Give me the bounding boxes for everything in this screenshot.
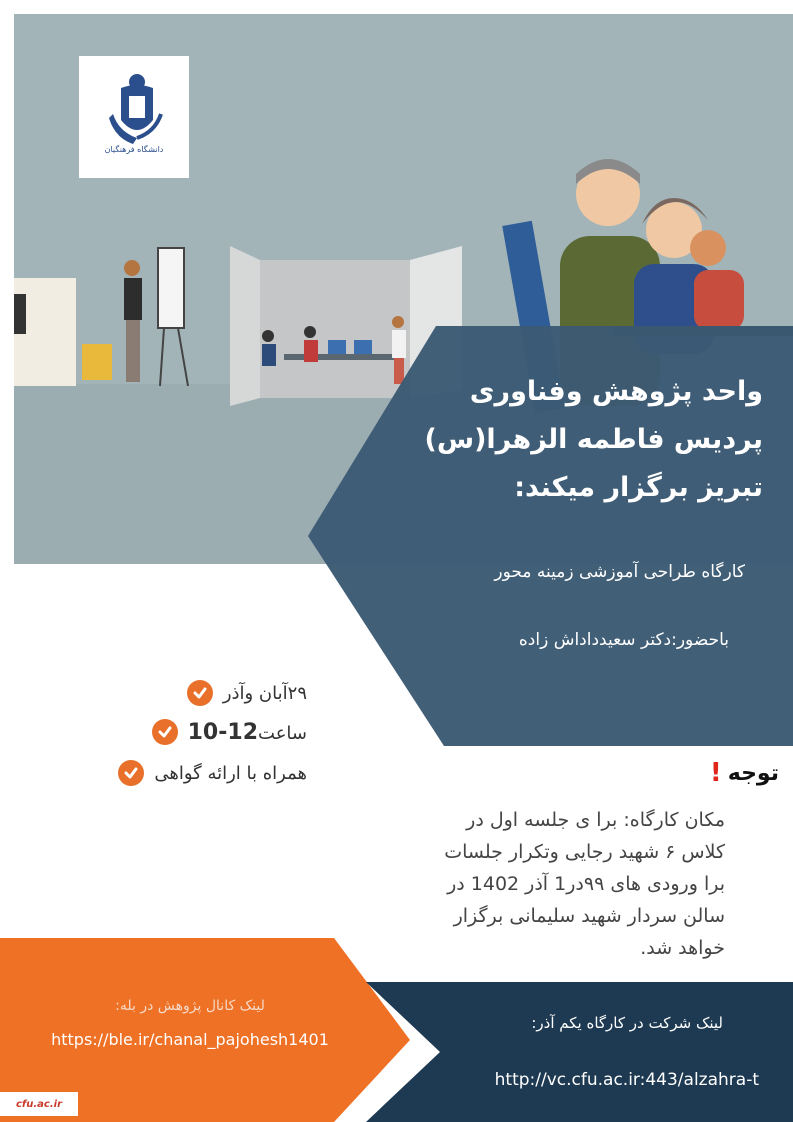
notice-line: سالن سردار شهید سلیمانی برگزار [453, 905, 725, 927]
header-line-2: پردیس فاطمه الزهرا(س) [424, 424, 763, 455]
join-label: لینک شرکت در کارگاه یکم آذر: [531, 1014, 723, 1032]
presenter-name: باحضور:دکتر سعیدداداش زاده [518, 630, 729, 650]
check-circle-icon [187, 680, 213, 706]
highlight-certificate-text: همراه با ارائه گواهی [154, 762, 307, 784]
cfu-badge [0, 1092, 78, 1116]
header-title [343, 368, 763, 512]
notice-title [710, 758, 779, 788]
header-line-1: واحد پژوهش وفناوری [469, 376, 763, 407]
join-link[interactable]: http://vc.cfu.ac.ir:443/alzahra-t [494, 1070, 759, 1090]
workshop-title: کارگاه طراحی آموزشی زمینه محور [494, 562, 745, 582]
notice-line: کلاس ۶ شهید رجایی وتکرار جلسات [444, 841, 725, 863]
highlight-date-text: ۲۹آبان وآذر [222, 682, 307, 704]
highlight-time-label: ساعت [258, 722, 307, 744]
canal-label: لینک کانال پژوهش در بله: [115, 998, 265, 1014]
highlight-time [7, 717, 307, 747]
logo-caption: دانشگاه فرهنگیان [104, 145, 164, 154]
highlight-time-text [188, 720, 307, 745]
notice-line: برا ورودی های ۹۹در1 آذر 1402 در [447, 873, 725, 895]
exclamation-icon: ! [709, 758, 722, 788]
highlight-certificate [7, 758, 307, 788]
canal-link[interactable]: https://ble.ir/chanal_pajohesh1401 [51, 1030, 329, 1049]
navy-block [366, 982, 793, 1122]
check-circle-icon [152, 719, 178, 745]
notice-line: مکان کارگاه: برا ی جلسه اول در [466, 809, 725, 831]
notice-body [375, 804, 725, 964]
check-circle-icon [118, 760, 144, 786]
notice-title-text: توجه [727, 760, 779, 786]
highlight-time-value: 12-10 [187, 719, 259, 745]
header-line-3: تبریز برگزار میکند: [514, 472, 763, 503]
highlight-date [7, 678, 307, 708]
notice-line: خواهد شد. [640, 937, 725, 959]
cfu-badge-text: cfu.ac.ir [15, 1098, 63, 1110]
